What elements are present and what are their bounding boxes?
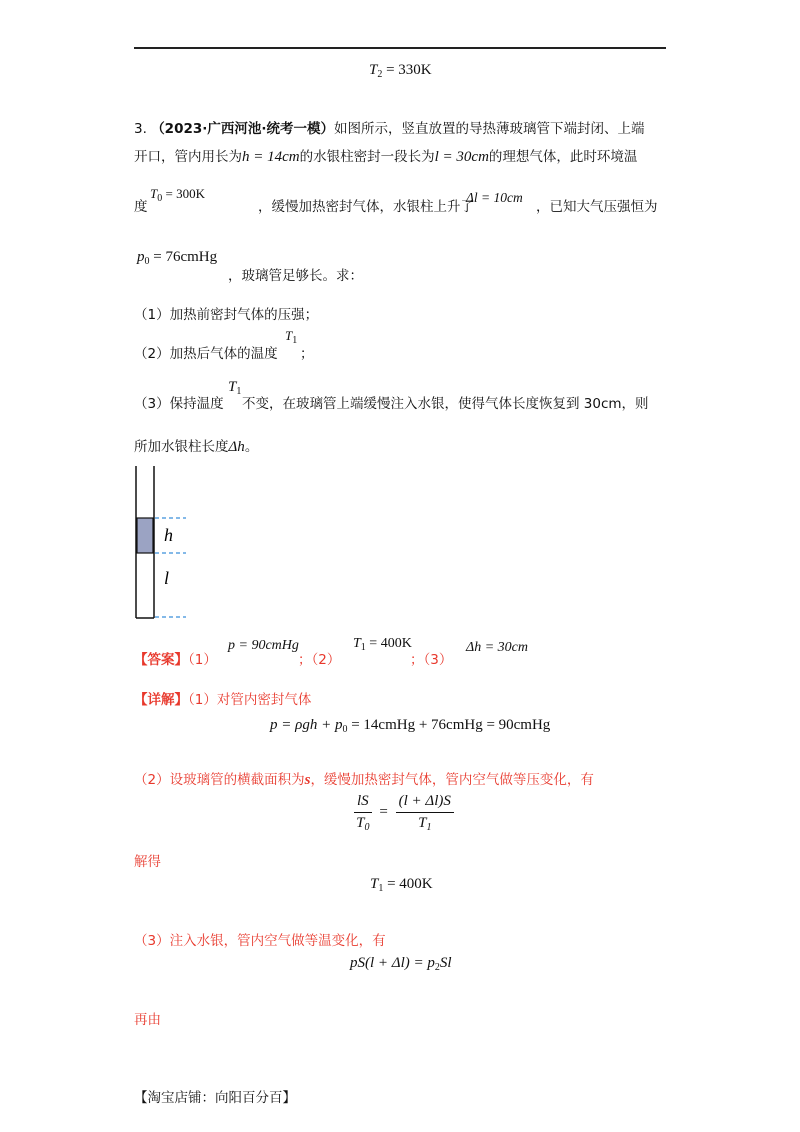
- question-3-text-a: （3）保持温度: [134, 396, 224, 412]
- problem-line-4: [228, 264, 363, 284]
- t0-symbol: T: [150, 186, 158, 201]
- answer-sep-2: [298, 648, 340, 668]
- t0-value: = 300K: [165, 186, 205, 201]
- label-l: l: [164, 568, 170, 588]
- detail-text-3: （3）注入水银，管内空气做等温变化，有: [134, 933, 386, 949]
- tube-figure: [128, 462, 208, 622]
- fraction-left-den: $T_0$: [356, 815, 370, 833]
- t2-symbol: T: [369, 62, 378, 78]
- equation-1: $p = \rho gh + p_0$ = 14cmHg + 76cmHg = 90cmHg: [270, 717, 551, 735]
- p0-symbol: p: [137, 249, 145, 265]
- question-3-text-b: 不变，在玻璃管上端缓慢注入水银，使得气体长度恢复到 30cm，则: [242, 396, 649, 412]
- problem-text-2b: 的水银柱密封一段长为: [299, 149, 435, 165]
- answer-part-1-label: （1）: [188, 652, 217, 668]
- problem-text-3a: 度: [134, 199, 148, 215]
- fraction-left: [354, 793, 372, 833]
- p0-value: = 76cmHg: [153, 249, 218, 265]
- dl-formula: [466, 190, 523, 206]
- l-value: l = 30cm: [434, 149, 489, 165]
- problem-line-1: [134, 117, 645, 137]
- p0-formula: [137, 249, 217, 267]
- equation-4: $pS(l + \Delta l) = p_2Sl$: [350, 955, 452, 973]
- problem-line-3: [134, 195, 148, 215]
- question-1: [134, 303, 318, 323]
- equation-1-lhs: p = ρgh + p: [270, 717, 343, 733]
- p0-subscript: 0: [144, 256, 150, 267]
- problem-source: （2023·广西河池·统考一模）: [151, 121, 335, 137]
- solve-label: [134, 850, 161, 870]
- answer-1: [228, 638, 299, 654]
- equation-2: $\frac{lS}{T_0}$ = $\frac{(l + \Delta l)S}{T_1}$: [354, 793, 454, 833]
- question-4-text: 所加水银柱长度: [134, 439, 229, 455]
- question-3: [134, 392, 224, 412]
- solve-text: 解得: [134, 854, 161, 870]
- equation-4-rhs: Sl: [439, 955, 452, 971]
- question-4: [134, 435, 258, 456]
- dh-symbol: Δh: [228, 439, 245, 455]
- t0-subscript: 0: [157, 193, 163, 204]
- detail-line-3: [134, 929, 386, 949]
- problem-line-3-end: [536, 195, 658, 215]
- detail-line-2: [134, 768, 594, 789]
- answer-1-value: p = 90cmHg: [228, 638, 299, 653]
- top-formula: [369, 62, 432, 80]
- problem-text-1: 如图所示，竖直放置的导热薄玻璃管下端封闭、上端: [334, 121, 645, 137]
- problem-text-2a: 开口，管内用长为: [134, 149, 242, 165]
- again-text: 再由: [134, 1012, 161, 1028]
- equation-4-lhs: pS(l + Δl) = p: [350, 955, 435, 971]
- answer-tag: 【答案】: [134, 652, 188, 668]
- problem-text-3c: ，已知大气压强恒为: [536, 199, 658, 215]
- problem-text-3b: ，缓慢加热密封气体，水银柱上升了: [258, 199, 474, 215]
- label-h: h: [164, 525, 173, 545]
- equation-3: $T_1 = 400K$: [370, 876, 433, 894]
- t2-value: = 330K: [386, 62, 432, 78]
- footer: [134, 1086, 296, 1106]
- question-2-text: （2）加热后气体的温度: [134, 346, 278, 362]
- dl-value: Δl = 10cm: [466, 190, 523, 205]
- question-2-end: [300, 342, 314, 362]
- t1-symbol-q3: $T_1$: [228, 379, 242, 397]
- fraction-right-den: $T_1$: [418, 815, 432, 833]
- problem-text-2c: 的理想气体，此时环境温: [488, 149, 638, 165]
- equation-1-rhs: = 14cmHg + 76cmHg = 90cmHg: [351, 717, 551, 733]
- t2-subscript: 2: [377, 69, 383, 80]
- detail-text-2a: （2）设玻璃管的横截面积为: [134, 772, 305, 788]
- footer-text: 【淘宝店铺：向阳百分百】: [134, 1090, 296, 1106]
- answer-line: [134, 648, 217, 668]
- detail-text-2b: ，缓慢加热密封气体，管内空气做等压变化，有: [310, 772, 594, 788]
- answer-2-value: = 400K: [369, 636, 412, 651]
- question-3-rest: [242, 392, 649, 412]
- s-symbol: s: [304, 772, 311, 788]
- fraction-right-num: (l + Δl)S: [396, 793, 454, 813]
- t1-symbol-q2: $T_1$: [285, 328, 298, 346]
- answer-2: $T_1 = 400K$: [353, 636, 412, 653]
- problem-number: 3.: [134, 121, 147, 137]
- fraction-left-num: lS: [354, 793, 372, 813]
- h-value: h = 14cm: [242, 149, 300, 165]
- fraction-right: [396, 793, 454, 833]
- question-1-text: （1）加热前密封气体的压强；: [134, 307, 319, 323]
- answer-sep-3: [410, 648, 452, 668]
- answer-part-2-label: ；（2）: [298, 652, 341, 668]
- t0-formula: [150, 186, 205, 204]
- mercury-column: [137, 518, 153, 553]
- question-2: [134, 342, 278, 362]
- again-label: [134, 1008, 161, 1028]
- answer-3: [466, 640, 528, 656]
- question-2-punct: ；: [300, 346, 314, 362]
- detail-tag: 【详解】: [134, 692, 188, 708]
- detail-line-1: [134, 688, 311, 708]
- problem-text-4b: ，玻璃管足够长。求：: [228, 268, 363, 284]
- answer-part-3-label: ；（3）: [410, 652, 453, 668]
- question-4-punct: 。: [244, 439, 259, 455]
- equation-3-value: = 400K: [387, 876, 433, 892]
- top-rule: [134, 47, 666, 49]
- answer-3-value: Δh = 30cm: [466, 640, 528, 655]
- detail-text-1: （1）对管内密封气体: [188, 692, 312, 708]
- problem-line-3-rest: [258, 195, 474, 215]
- problem-line-2: [134, 145, 637, 166]
